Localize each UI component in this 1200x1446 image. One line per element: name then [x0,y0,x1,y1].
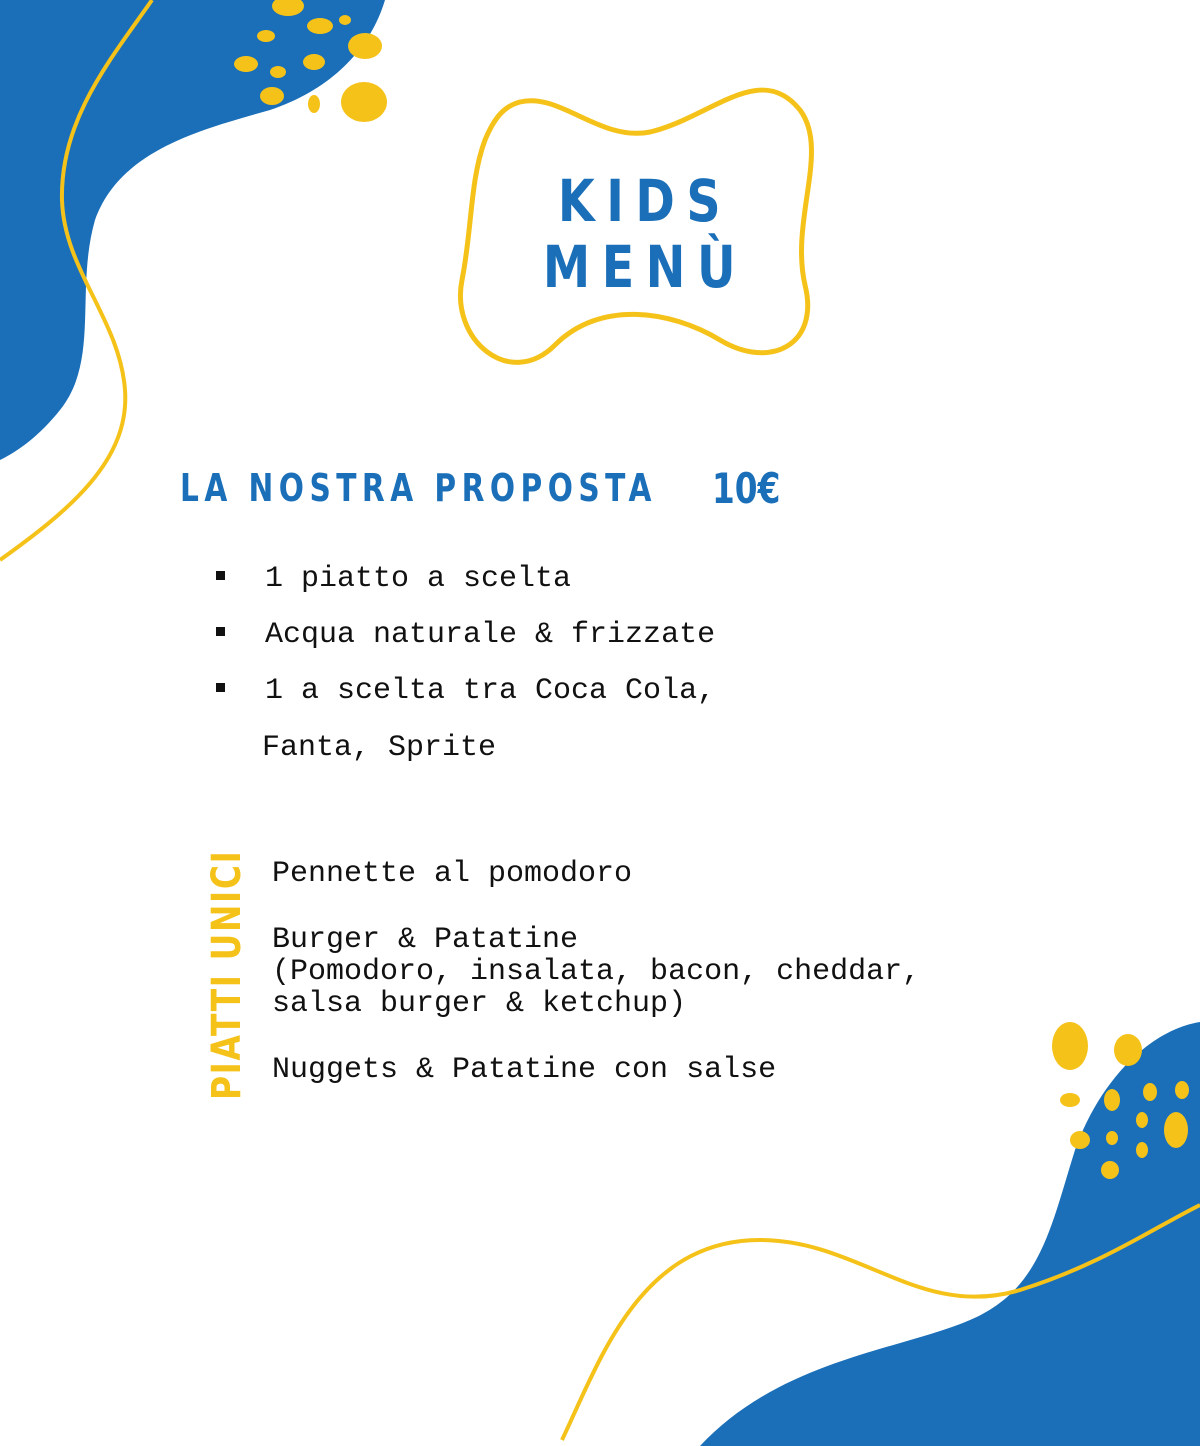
offer-item [216,562,571,596]
offer-item-continuation: Fanta, Sprite [262,731,497,765]
top-left-blue-blob [0,0,385,460]
offer-item-text: 1 a scelta tra Coca Cola, [265,674,716,708]
offer-item-text: Acqua naturale & frizzate [265,618,716,652]
offer-item [216,674,715,708]
bullet-icon [216,571,225,580]
offer-heading: LA NOSTRA PROPOSTA [180,466,657,510]
bullet-icon [216,627,225,636]
bullet-icon [216,683,225,692]
section-label-text: PIATTI UNICI [204,849,250,1100]
dish-name: Nuggets & Patatine con salse [272,1053,777,1087]
offer-price: 10€ [712,464,781,513]
offer-item [216,618,715,652]
dish-name: Pennette al pomodoro [272,857,633,891]
title-kids: KIDS [557,167,733,235]
dish-name: Burger & Patatine [272,923,579,957]
dish-detail: salsa burger & ketchup) [272,987,687,1021]
title-menu: MENÙ [542,233,748,301]
dish-detail: (Pomodoro, insalata, bacon, cheddar, [272,955,921,989]
section-label-piatti-unici [204,795,250,1100]
offer-item-text: 1 piatto a scelta [265,562,572,596]
